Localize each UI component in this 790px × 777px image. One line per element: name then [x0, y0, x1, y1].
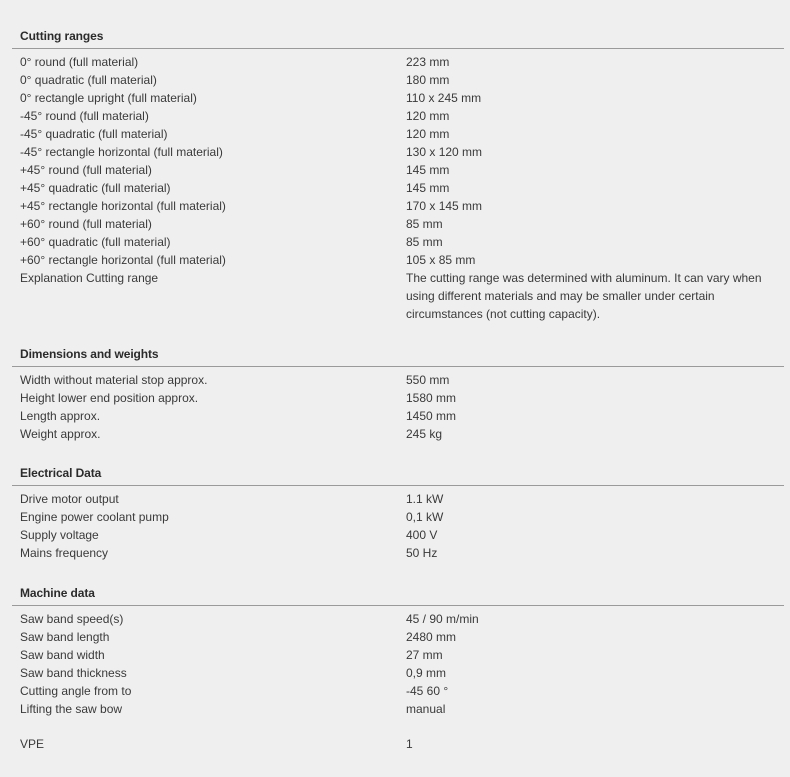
- spec-label: Engine power coolant pump: [20, 510, 169, 524]
- spec-row: [0, 610, 790, 628]
- spec-row: [0, 735, 790, 753]
- spec-value: manual: [406, 702, 446, 716]
- spec-label: +60° rectangle horizontal (full material): [20, 253, 226, 267]
- spec-label: +60° round (full material): [20, 217, 152, 231]
- spec-label: Drive motor output: [20, 492, 119, 506]
- spec-label: -45° rectangle horizontal (full material): [20, 145, 223, 159]
- spec-value: -45 60 °: [406, 684, 449, 698]
- spec-label: +45° quadratic (full material): [20, 181, 171, 195]
- vpe-row-container: [0, 735, 790, 753]
- spec-label: Length approx.: [20, 409, 101, 423]
- spec-row: [0, 508, 790, 526]
- spec-label: Saw band length: [20, 630, 110, 644]
- spec-row: [0, 161, 790, 179]
- section-divider: [12, 48, 784, 49]
- spec-value: 120 mm: [406, 109, 450, 123]
- spec-row: [0, 143, 790, 161]
- spec-row: [0, 664, 790, 682]
- spec-label: Width without material stop approx.: [20, 373, 208, 387]
- spec-value: 170 x 145 mm: [406, 199, 483, 213]
- spec-value: 223 mm: [406, 55, 450, 69]
- spec-label: Saw band thickness: [20, 666, 127, 680]
- spec-value: 85 mm: [406, 235, 443, 249]
- section-title: Machine data: [20, 586, 95, 600]
- spec-row: [0, 389, 790, 407]
- spec-label: 0° round (full material): [20, 55, 139, 69]
- spec-label: +45° rectangle horizontal (full material): [20, 199, 226, 213]
- vpe-value: 1: [406, 737, 413, 751]
- spec-value: 50 Hz: [406, 546, 438, 560]
- spec-value: 0,1 kW: [406, 510, 444, 524]
- spec-label: -45° quadratic (full material): [20, 127, 168, 141]
- spec-value: 550 mm: [406, 373, 450, 387]
- spec-label: +60° quadratic (full material): [20, 235, 171, 249]
- spec-value: 145 mm: [406, 181, 450, 195]
- spec-value: 1580 mm: [406, 391, 457, 405]
- spec-label: Saw band width: [20, 648, 105, 662]
- section-divider: [12, 605, 784, 606]
- spec-row: [0, 425, 790, 443]
- section-divider: [12, 366, 784, 367]
- spec-label: Saw band speed(s): [20, 612, 124, 626]
- spec-row: [0, 179, 790, 197]
- spec-label: Mains frequency: [20, 546, 109, 560]
- spec-row: [0, 544, 790, 562]
- spec-row: [0, 490, 790, 508]
- spec-row: [0, 107, 790, 125]
- spec-label: 0° quadratic (full material): [20, 73, 157, 87]
- spec-row: [0, 700, 790, 718]
- spec-value: 245 kg: [406, 427, 443, 441]
- section-title: Dimensions and weights: [20, 347, 159, 361]
- spec-value: 145 mm: [406, 163, 450, 177]
- spec-label: Weight approx.: [20, 427, 101, 441]
- spec-row: [0, 89, 790, 107]
- spec-value: 105 x 85 mm: [406, 253, 476, 267]
- spec-value: 120 mm: [406, 127, 450, 141]
- spec-value: 0,9 mm: [406, 666, 447, 680]
- section-title: Cutting ranges: [20, 29, 104, 43]
- spec-label: -45° round (full material): [20, 109, 149, 123]
- spec-row: [0, 53, 790, 71]
- spec-row: [0, 628, 790, 646]
- spec-value: 45 / 90 m/min: [406, 612, 479, 626]
- spec-value: 400 V: [406, 528, 438, 542]
- spec-row: [0, 269, 790, 323]
- spec-row: [0, 682, 790, 700]
- spec-row: [0, 197, 790, 215]
- spec-label: Cutting angle from to: [20, 684, 132, 698]
- spec-value: 1450 mm: [406, 409, 457, 423]
- section-title: Electrical Data: [20, 466, 102, 480]
- section-divider: [12, 485, 784, 486]
- spec-value: 1.1 kW: [406, 492, 444, 506]
- spec-label: Supply voltage: [20, 528, 99, 542]
- spec-value: 27 mm: [406, 648, 443, 662]
- spec-value: 85 mm: [406, 217, 443, 231]
- spec-value: 180 mm: [406, 73, 450, 87]
- spec-row: [0, 646, 790, 664]
- spec-row: [0, 125, 790, 143]
- spec-row: [0, 233, 790, 251]
- spec-label: Lifting the saw bow: [20, 702, 123, 716]
- spec-row: [0, 71, 790, 89]
- spec-value: The cutting range was determined with aluminum. It can vary when using different materials and may be smaller under certain circumstances (not cutting capacity).: [406, 271, 762, 321]
- spec-row: [0, 215, 790, 233]
- spec-value: 130 x 120 mm: [406, 145, 483, 159]
- spec-row: [0, 251, 790, 269]
- spec-label: Explanation Cutting range: [20, 271, 159, 285]
- vpe-label: VPE: [20, 737, 45, 751]
- spec-row: [0, 407, 790, 425]
- spec-row: [0, 371, 790, 389]
- spec-value: 2480 mm: [406, 630, 457, 644]
- spec-label: Height lower end position approx.: [20, 391, 199, 405]
- spec-value: 110 x 245 mm: [406, 91, 482, 105]
- spec-label: 0° rectangle upright (full material): [20, 91, 197, 105]
- spec-row: [0, 526, 790, 544]
- spec-label: +45° round (full material): [20, 163, 152, 177]
